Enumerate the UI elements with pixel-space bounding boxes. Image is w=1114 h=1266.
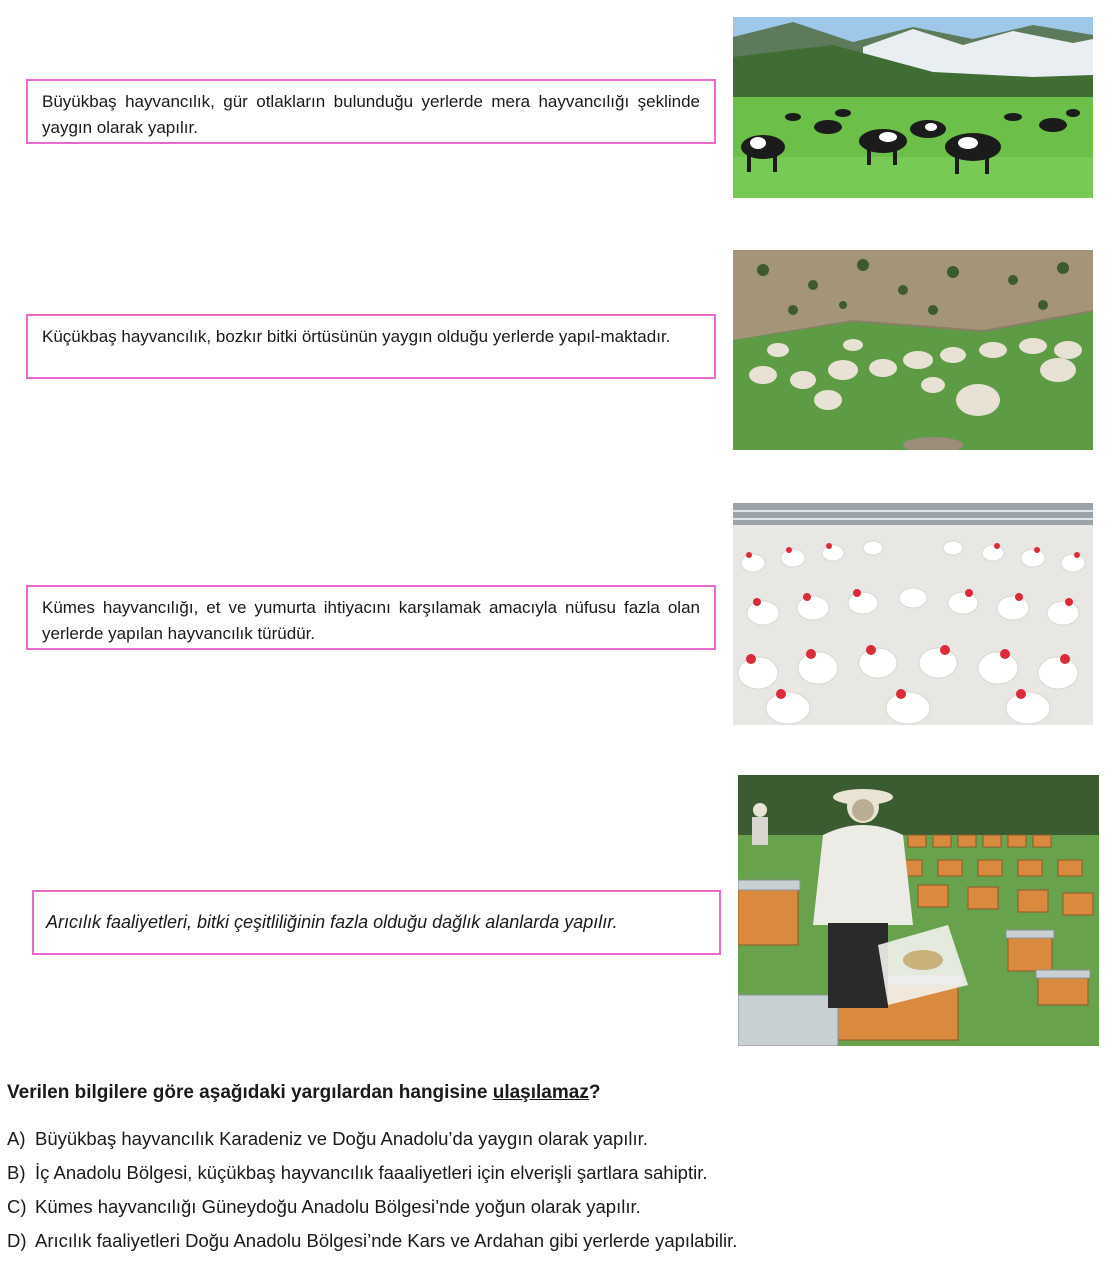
option-c[interactable] (7, 1194, 737, 1228)
option-letter: A) (7, 1128, 26, 1149)
option-b[interactable] (7, 1160, 737, 1194)
info-box-sheep: Küçükbaş hayvancılık, bozkır bitki örtüsünün yaygın olduğu yerlerde yapıl-maktadır. (26, 314, 716, 379)
info-box-cattle: Büyükbaş hayvancılık, gür otlakların bulunduğu yerlerde mera hayvancılığı şeklinde yaygın olarak yapılır. (26, 79, 716, 144)
option-text: Kümes hayvancılığı Güneydoğu Anadolu Bölgesi’nde yoğun olarak yapılır. (35, 1196, 641, 1217)
option-text: Arıcılık faaliyetleri Doğu Anadolu Bölgesi’nde Kars ve Ardahan gibi yerlerde yapılabilir. (35, 1230, 738, 1251)
sheep-photo (733, 250, 1093, 450)
option-letter: C) (7, 1196, 27, 1217)
option-a[interactable] (7, 1126, 737, 1160)
poultry-photo (733, 503, 1093, 725)
answer-options (7, 1126, 737, 1262)
option-d[interactable] (7, 1228, 737, 1262)
question-prefix: Verilen bilgilere göre aşağıdaki yargılardan hangisine (7, 1082, 493, 1103)
option-letter: B) (7, 1162, 26, 1183)
question-suffix: ? (588, 1082, 601, 1103)
info-box-beekeeping: Arıcılık faaliyetleri, bitki çeşitliliğinin fazla olduğu dağlık alanlarda yapılır. (32, 890, 721, 955)
option-text: İç Anadolu Bölgesi, küçükbaş hayvancılık faaaliyetleri için elverişli şartlara sahiptir. (35, 1162, 708, 1183)
beekeeping-photo (738, 775, 1099, 1046)
info-box-poultry: Kümes hayvancılığı, et ve yumurta ihtiyacını karşılamak amacıyla nüfusu fazla olan yerlerde yapılan hayvancılık türüdür. (26, 585, 716, 650)
option-letter: D) (7, 1230, 27, 1251)
cattle-photo (733, 17, 1093, 198)
option-text: Büyükbaş hayvancılık Karadeniz ve Doğu Anadolu’da yaygın olarak yapılır. (35, 1128, 648, 1149)
question-text (7, 1082, 600, 1104)
question-underlined: ulaşılamaz (492, 1082, 589, 1103)
